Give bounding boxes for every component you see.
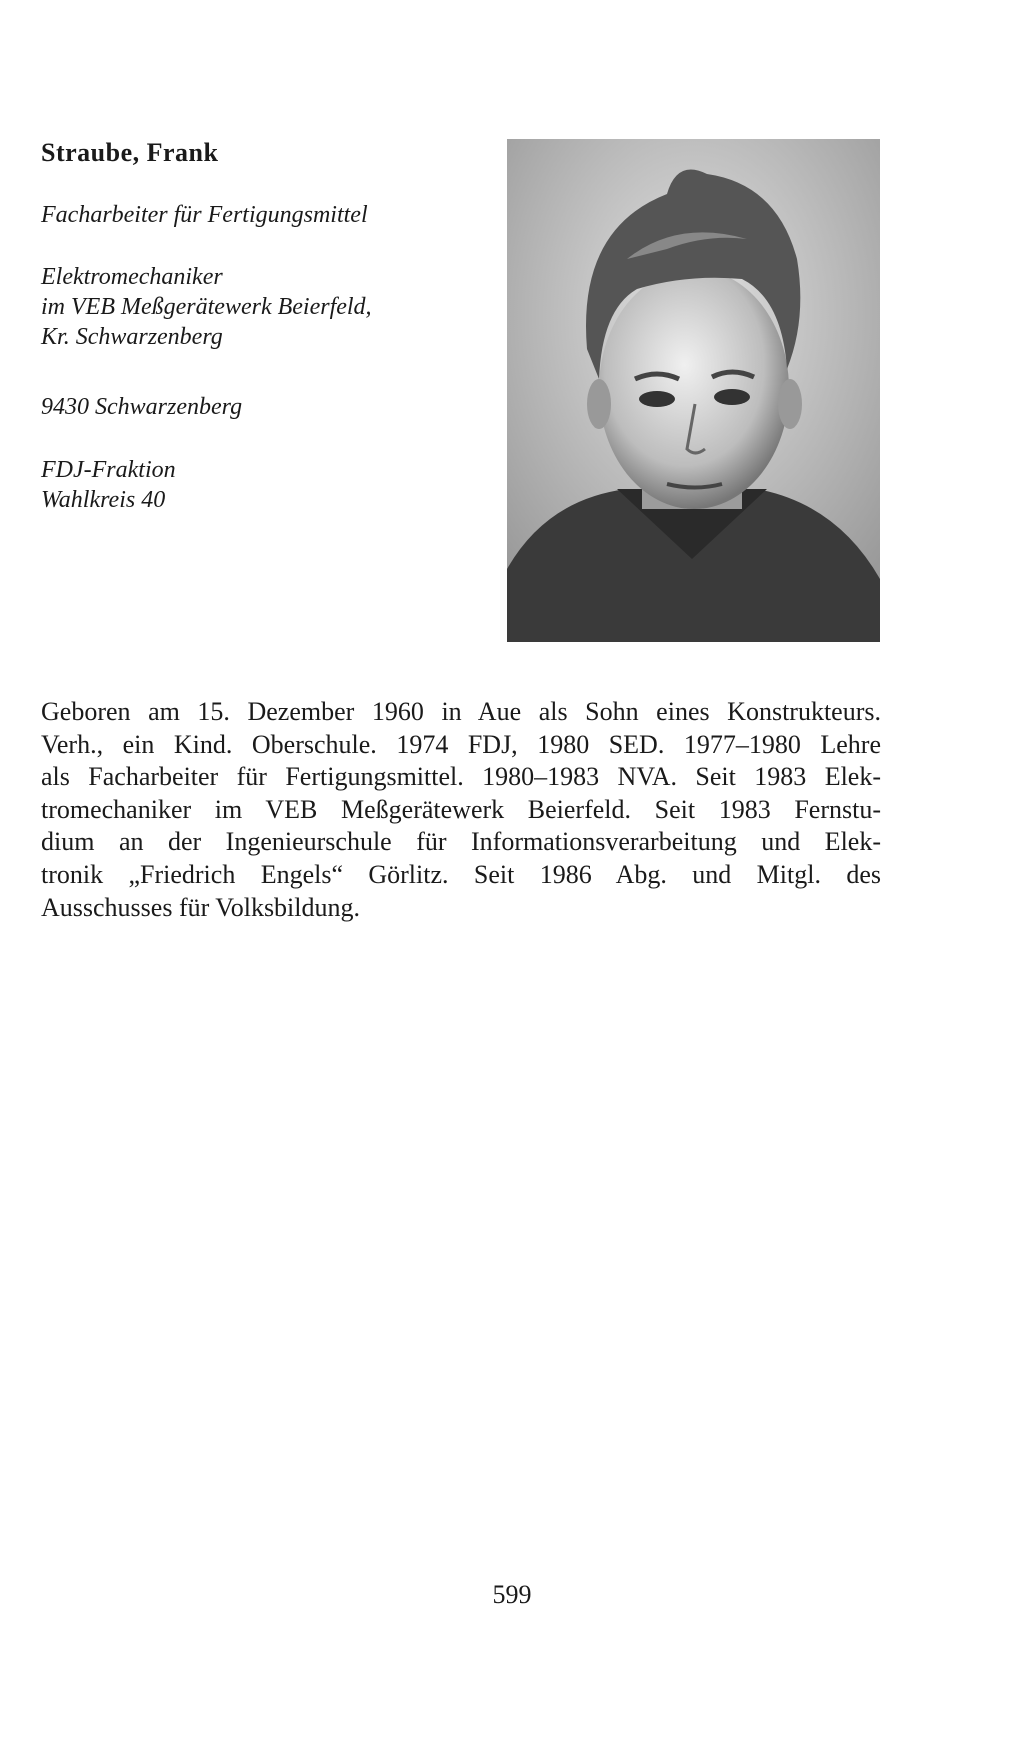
entry-name: Straube, Frank (41, 138, 219, 167)
biography-line: als Facharbeiter für Fertigungsmittel. 1980–1983 NVA. Seit 1983 Elek- (41, 762, 881, 792)
page-number: 599 (492, 1580, 532, 1609)
biography-line: Verh., ein Kind. Oberschule. 1974 FDJ, 1980 SED. 1977–1980 Lehre (41, 729, 881, 759)
faction-line-1: FDJ-Fraktion (41, 457, 176, 483)
residence (41, 392, 242, 422)
biography-line: dium an der Ingenieurschule für Informationsverarbeitung und Elek- (41, 827, 881, 857)
biography (41, 696, 881, 924)
employment-line-1: Elektromechaniker (41, 264, 223, 290)
employment-line-2: im VEB Meßgerätewerk Beierfeld, (41, 294, 372, 320)
profession (41, 200, 368, 230)
profession-line: Facharbeiter für Fertigungsmittel (41, 202, 368, 228)
faction-block (41, 455, 176, 515)
biography-line: Ausschusses für Volksbildung. (41, 892, 361, 922)
biography-line: Geboren am 15. Dezember 1960 in Aue als Sohn eines Konstrukteurs. (41, 697, 881, 726)
biography-line: tromechaniker im VEB Meßgerätewerk Beierfeld. Seit 1983 Fernstu- (41, 794, 881, 824)
portrait-illustration (507, 139, 880, 642)
residence-line: 9430 Schwarzenberg (41, 394, 243, 420)
biography-line: tronik „Friedrich Engels“ Görlitz. Seit 1986 Abg. und Mitgl. des (41, 859, 881, 889)
faction-line-2: Wahlkreis 40 (41, 487, 166, 513)
employment-block (41, 262, 372, 352)
employment-line-3: Kr. Schwarzenberg (41, 324, 223, 350)
portrait-photo (507, 139, 880, 642)
